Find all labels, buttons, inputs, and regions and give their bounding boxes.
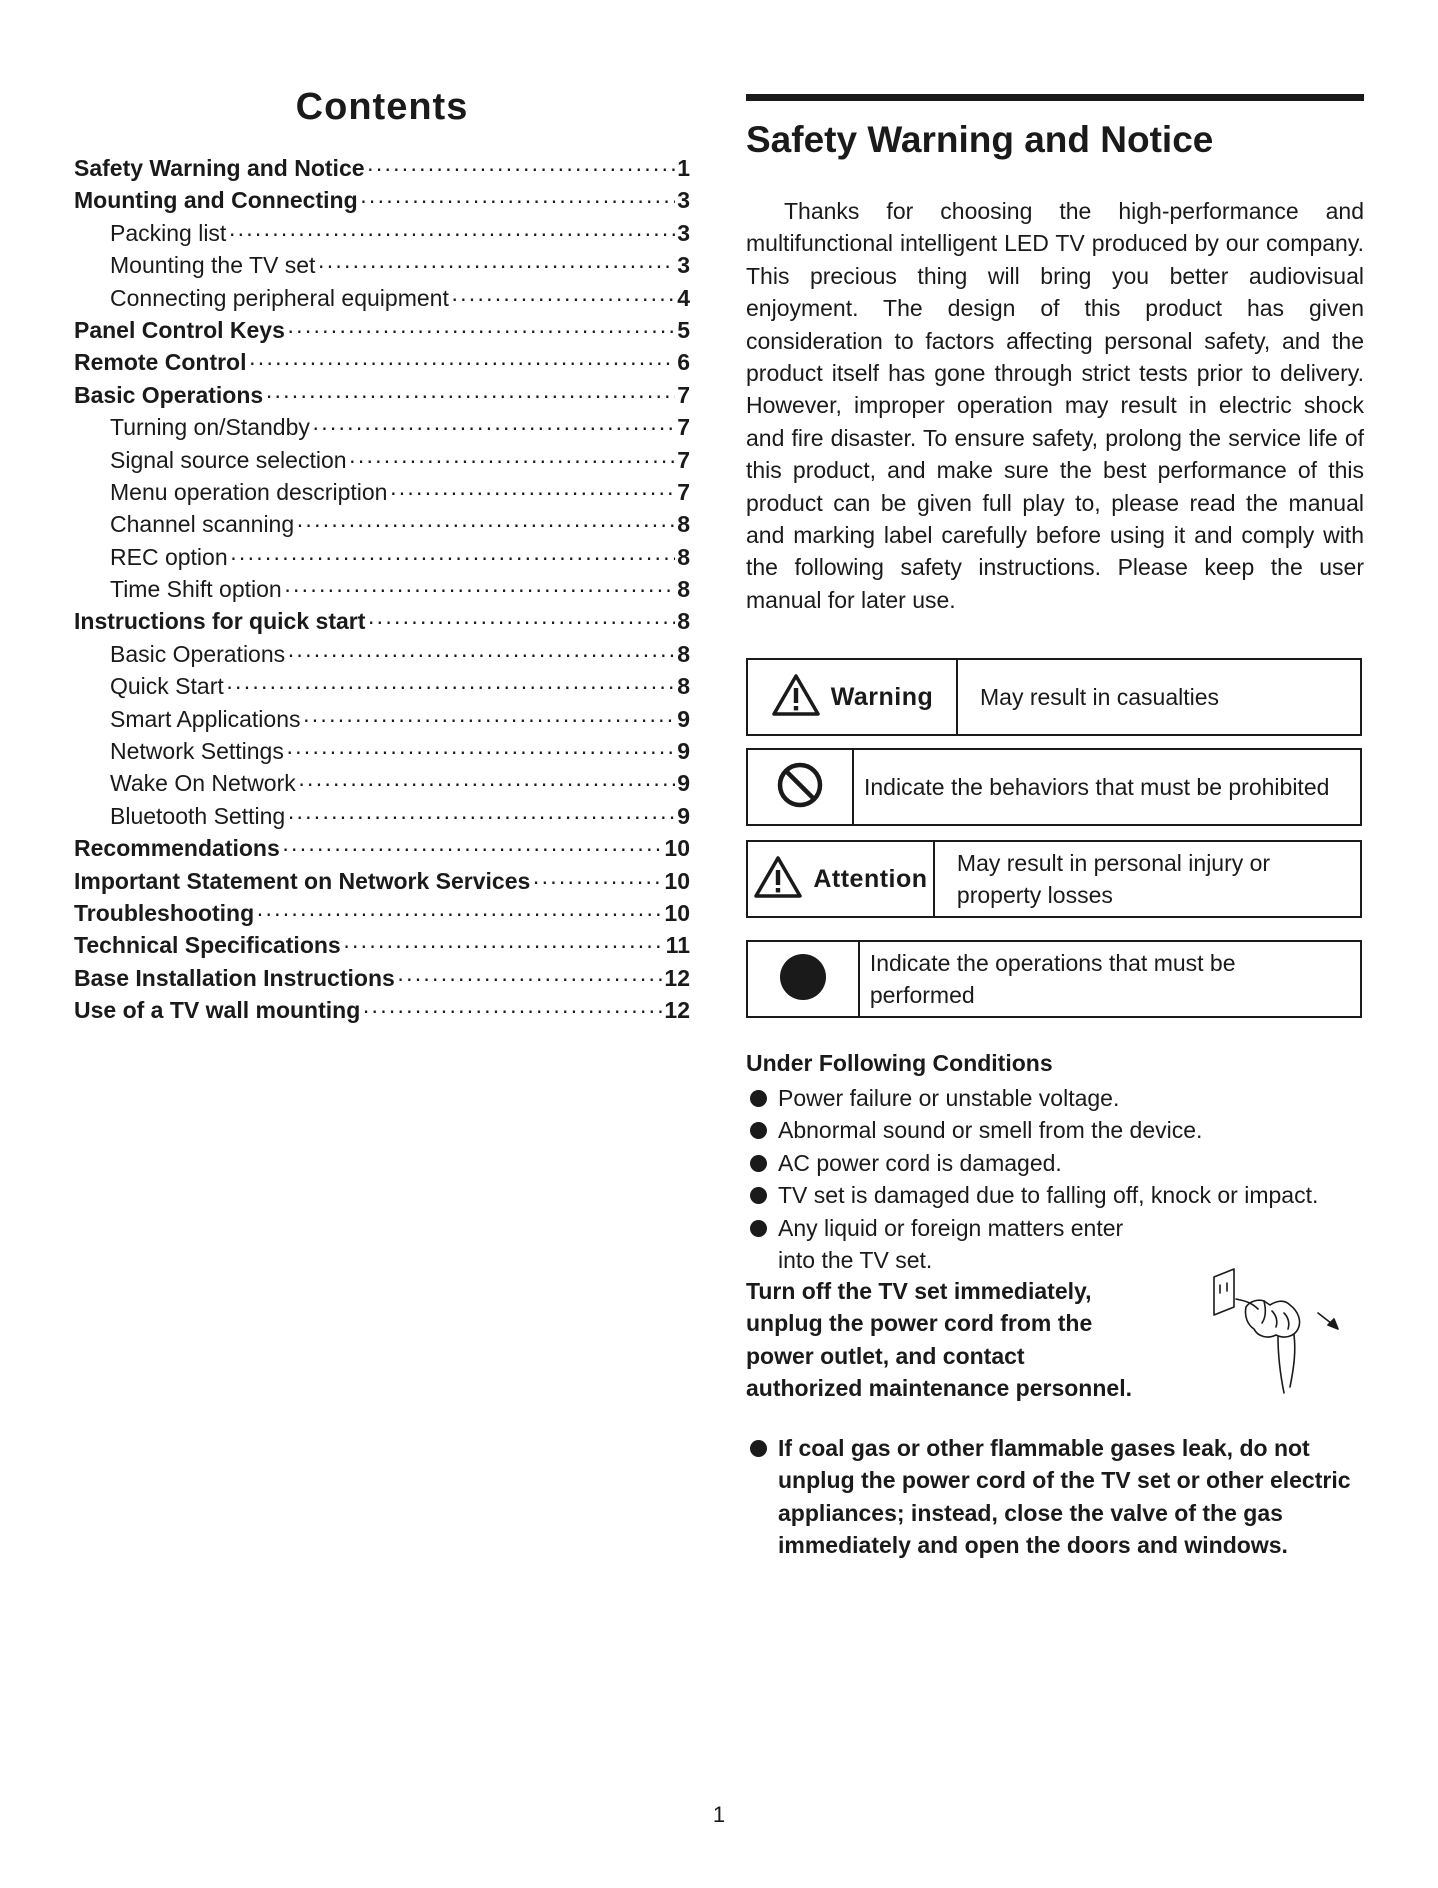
toc-entry-page: 3	[677, 252, 690, 279]
condition-item	[746, 1179, 1386, 1211]
toc-entry-page: 7	[677, 446, 690, 473]
toc-entry-label: Turning on/Standby	[110, 414, 310, 441]
safety-lower	[746, 0, 1436, 1888]
toc-entry	[74, 217, 690, 249]
toc-entry	[74, 800, 690, 832]
condition-text: TV set is damaged due to falling off, knock or impact.	[778, 1182, 1319, 1209]
toc-entry-page: 11	[665, 932, 690, 959]
toc-entry-page: 5	[677, 316, 690, 343]
toc-entry-page: 8	[677, 576, 690, 603]
warning-triangle-icon	[771, 673, 821, 722]
toc-entry-label: Packing list	[110, 219, 227, 246]
toc-entry-page: 7	[677, 478, 690, 505]
toc-entry-page: 7	[677, 381, 690, 408]
toc-entry	[74, 767, 690, 799]
conditions-heading: Under Following Conditions	[746, 1050, 1053, 1076]
safety-intro: Thanks for choosing the high-performance and multifunctional intelligent LED TV produced by our company. This precious thing will bring you better audiovisual enjoyment. The design of this product has given consideration to factors affecting personal safety, and the product itself has gone through strict tests prior to delivery. However, improper operation may result in electric shock and fire disaster. To ensure safety, prolong the service life of this product, and make sure the best performance of this product can be given full play to, please read the manual and marking label carefully before using it and comply with the following safety instructions. Please keep the user manual for later use.	[746, 198, 1364, 613]
page-number: 1	[712, 1802, 726, 1827]
toc-entry	[74, 508, 690, 540]
gas-leak-text: If coal gas or other flammable gases leak, do not unplug the power cord of the TV set or other electric appliances; instead, close the valve of the gas immediately and open the doors and windows.	[778, 1435, 1351, 1559]
toc-entry	[74, 184, 690, 216]
toc-leader-dots	[265, 379, 675, 411]
toc-leader-dots	[287, 800, 675, 832]
attention-symbol-box	[746, 840, 1362, 918]
toc-entry-label: Basic Operations	[110, 640, 286, 667]
toc-entry	[74, 703, 690, 735]
toc-entry-label: Remote Control	[74, 349, 247, 376]
toc-list	[74, 152, 690, 1027]
toc-entry-page: 1	[677, 155, 690, 181]
toc-leader-dots	[287, 314, 675, 346]
conditions-list	[746, 1082, 1386, 1276]
toc-entry-label: Time Shift option	[110, 576, 282, 603]
toc-entry-label: Connecting peripheral equipment	[110, 284, 449, 311]
toc-entry-label: Signal source selection	[110, 446, 347, 473]
toc-leader-dots	[532, 865, 662, 897]
toc-entry	[74, 379, 690, 411]
toc-entry-label: Quick Start	[110, 673, 224, 700]
gas-leak-note	[746, 1432, 1366, 1562]
toc-entry	[74, 314, 690, 346]
mandatory-symbol-box	[746, 940, 1362, 1018]
toc-entry-page: 12	[664, 997, 690, 1024]
toc-entry	[74, 573, 690, 605]
toc-entry	[74, 638, 690, 670]
toc-leader-dots	[286, 735, 675, 767]
toc-entry-page: 8	[677, 640, 690, 667]
toc-leader-dots	[349, 444, 676, 476]
bullet-icon	[750, 1155, 767, 1172]
toc-leader-dots	[256, 897, 662, 929]
toc-leader-dots	[451, 282, 675, 314]
warning-symbol-box	[746, 658, 1362, 736]
toc-leader-dots	[397, 962, 663, 994]
toc-entry	[74, 929, 690, 961]
toc-entry-page: 7	[677, 414, 690, 441]
toc-entry-label: Channel scanning	[110, 511, 295, 538]
toc-entry-page: 9	[677, 802, 690, 829]
toc-entry-label: Use of a TV wall mounting	[74, 997, 361, 1024]
toc-leader-dots	[343, 929, 664, 961]
toc-entry	[74, 994, 690, 1026]
toc-leader-dots	[367, 605, 675, 637]
warning-triangle-icon	[753, 855, 803, 904]
toc-leader-dots	[230, 541, 676, 573]
toc-entry	[74, 346, 690, 378]
attention-symbol-cell	[748, 842, 935, 916]
toc-entry-page: 10	[664, 899, 690, 926]
toc-entry-page: 3	[677, 219, 690, 246]
prohibited-description: Indicate the behaviors that must be prohibited	[864, 774, 1330, 800]
toc-entry	[74, 605, 690, 637]
safety-title: Safety Warning and Notice	[746, 119, 1214, 160]
condition-text: Power failure or unstable voltage.	[778, 1085, 1120, 1111]
toc-entry	[74, 282, 690, 314]
toc-leader-dots	[312, 411, 675, 443]
toc-leader-dots	[226, 670, 675, 702]
toc-leader-dots	[360, 184, 676, 216]
mandatory-symbol-cell	[748, 942, 860, 1016]
toc-entry-label: Smart Applications	[110, 705, 301, 732]
toc-entry-page: 4	[677, 284, 690, 311]
bullet-icon	[750, 1122, 767, 1139]
mandatory-description: Indicate the operations that must be performed	[869, 950, 1236, 1008]
toc-entry-label: Basic Operations	[74, 381, 264, 408]
toc-entry	[74, 735, 690, 767]
attention-label: Attention	[813, 864, 928, 893]
toc-entry-label: Safety Warning and Notice	[74, 155, 365, 181]
toc-entry-page: 9	[677, 738, 690, 765]
warning-description: May result in casualties	[980, 684, 1220, 710]
toc-entry	[74, 249, 690, 281]
prohibited-symbol-box	[746, 748, 1362, 826]
toc-leader-dots	[389, 476, 675, 508]
toc-leader-dots	[282, 832, 663, 864]
toc-leader-dots	[287, 638, 675, 670]
attention-description: May result in personal injury or property losses	[956, 850, 1271, 908]
toc-entry-page: 8	[677, 511, 690, 538]
toc-entry	[74, 897, 690, 929]
bullet-icon	[750, 1220, 767, 1237]
toc-entry-label: Mounting and Connecting	[74, 187, 358, 214]
toc-leader-dots	[284, 573, 675, 605]
toc-entry-page: 8	[677, 673, 690, 700]
toc-entry-label: Network Settings	[110, 738, 284, 765]
toc-entry-page: 3	[677, 187, 690, 214]
condition-item	[746, 1114, 1386, 1146]
toc-entry	[74, 865, 690, 897]
action-instruction: Turn off the TV set immediately, unplug the power cord from the power outlet, and contact authorized maintenance personnel.	[746, 1278, 1132, 1402]
toc-entry	[74, 541, 690, 573]
toc-entry-label: REC option	[110, 543, 228, 570]
toc-entry	[74, 444, 690, 476]
toc-entry	[74, 411, 690, 443]
prohibited-symbol-cell	[748, 750, 854, 824]
toc-entry-label: Base Installation Instructions	[74, 964, 395, 991]
warning-label: Warning	[830, 682, 934, 711]
condition-text: Any liquid or foreign matters enter into the TV set.	[778, 1214, 1124, 1274]
toc-entry-label: Menu operation description	[110, 478, 388, 505]
toc-leader-dots	[298, 767, 675, 799]
toc-entry-label: Panel Control Keys	[74, 316, 285, 343]
toc-entry-label: Important Statement on Network Services	[74, 867, 531, 894]
toc-entry-page: 8	[677, 608, 690, 635]
toc-entry	[74, 962, 690, 994]
contents-title: Contents	[295, 86, 469, 128]
toc-entry-page: 8	[677, 543, 690, 570]
toc-entry-label: Wake On Network	[110, 770, 296, 797]
toc-entry-label: Recommendations	[74, 835, 280, 862]
toc-entry-label: Bluetooth Setting	[110, 802, 286, 829]
toc-entry-page: 12	[664, 964, 690, 991]
toc-entry	[74, 476, 690, 508]
prohibited-icon	[775, 760, 825, 815]
toc-leader-dots	[317, 249, 675, 281]
toc-entry	[74, 670, 690, 702]
table-of-contents	[74, 85, 690, 1027]
toc-leader-dots	[362, 994, 662, 1026]
toc-leader-dots	[367, 152, 676, 184]
condition-text: AC power cord is damaged.	[778, 1149, 1062, 1176]
toc-entry-label: Technical Specifications	[74, 932, 341, 959]
filled-circle-icon	[778, 952, 828, 1007]
toc-entry-page: 10	[664, 835, 690, 862]
condition-item	[746, 1082, 1386, 1114]
condition-item	[746, 1147, 1386, 1179]
bullet-icon	[750, 1187, 767, 1204]
toc-entry-label: Mounting the TV set	[110, 252, 316, 279]
toc-entry-label: Troubleshooting	[74, 899, 255, 926]
toc-entry-page: 6	[677, 349, 690, 376]
bullet-icon	[750, 1090, 767, 1107]
toc-leader-dots	[249, 346, 676, 378]
toc-entry-page: 9	[677, 705, 690, 732]
toc-leader-dots	[228, 217, 675, 249]
toc-entry	[74, 832, 690, 864]
unplug-illustration	[1206, 1265, 1356, 1405]
warning-symbol-cell	[748, 660, 958, 734]
toc-entry-label: Instructions for quick start	[74, 608, 366, 635]
condition-text: Abnormal sound or smell from the device.	[778, 1117, 1203, 1144]
toc-entry-page: 10	[664, 867, 690, 894]
bullet-icon	[750, 1440, 767, 1457]
toc-entry-page: 9	[677, 770, 690, 797]
toc-leader-dots	[302, 703, 675, 735]
toc-leader-dots	[296, 508, 675, 540]
toc-entry	[74, 152, 690, 184]
